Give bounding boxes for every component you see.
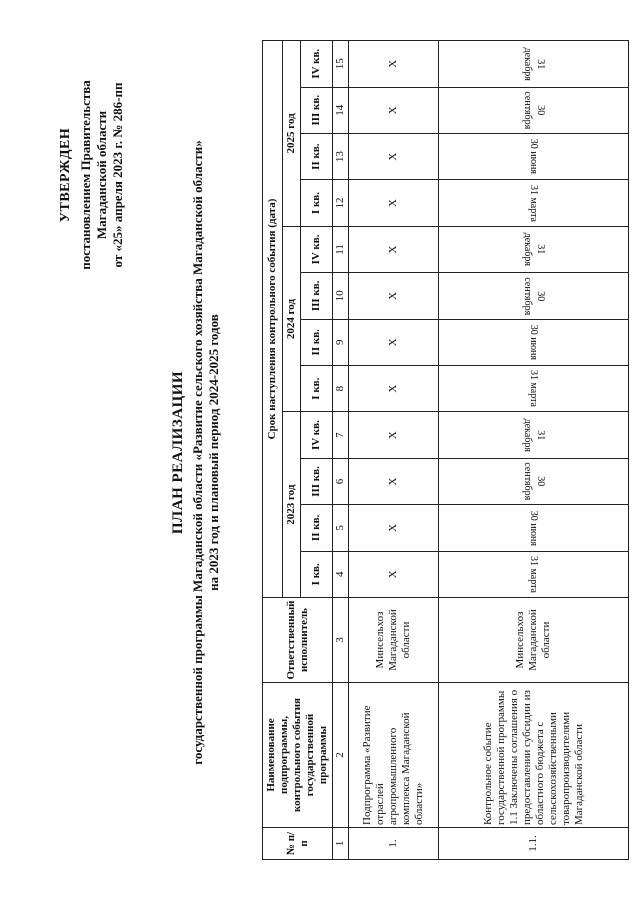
column-number-row bbox=[333, 41, 349, 860]
column-number: 10 bbox=[333, 273, 349, 319]
row-cell: X bbox=[349, 226, 439, 272]
date-label: 30 сентября bbox=[521, 276, 546, 315]
row-cell bbox=[439, 133, 629, 179]
row-executor: Минсельхоз Магаданской области bbox=[439, 598, 629, 683]
header-year-2024: 2024 год bbox=[283, 226, 301, 412]
row-cell bbox=[439, 41, 629, 88]
date-label: 30 июня bbox=[528, 324, 539, 360]
row-cell: X bbox=[349, 133, 439, 179]
header-quarter: III кв. bbox=[301, 87, 333, 133]
column-number: 8 bbox=[333, 365, 349, 411]
row-executor: Минсельхоз Магаданской области bbox=[349, 598, 439, 683]
header-deadline: Срок наступления контрольного события (дата) bbox=[263, 41, 283, 598]
column-number: 2 bbox=[333, 683, 349, 828]
header-quarter: II кв. bbox=[301, 505, 333, 551]
row-cell bbox=[439, 180, 629, 226]
header-quarter: I кв. bbox=[301, 180, 333, 226]
plan-title-block bbox=[170, 0, 222, 905]
column-number: 4 bbox=[333, 551, 349, 597]
header-quarter: IV кв. bbox=[301, 226, 333, 272]
row-cell bbox=[439, 87, 629, 133]
date-label: 31 декабря bbox=[521, 232, 546, 267]
header-name: Наименование подпрограммы, контрольного события государственной программы bbox=[263, 683, 333, 828]
header-quarter: II кв. bbox=[301, 319, 333, 365]
row-cell bbox=[439, 319, 629, 365]
header-quarter: III кв. bbox=[301, 458, 333, 504]
approval-line-1: постановлением Правительства bbox=[78, 80, 93, 270]
plan-title: ПЛАН РЕАЛИЗАЦИИ bbox=[170, 370, 186, 535]
date-label: 31 марта bbox=[528, 555, 539, 593]
table-row bbox=[349, 41, 439, 860]
row-cell: X bbox=[349, 458, 439, 504]
column-number: 1 bbox=[333, 828, 349, 860]
column-number: 7 bbox=[333, 412, 349, 458]
column-number: 5 bbox=[333, 505, 349, 551]
plan-subtitle-2: на 2023 год и плановый период 2024-2025 годов bbox=[206, 314, 221, 591]
table-row bbox=[439, 41, 629, 860]
column-number: 9 bbox=[333, 319, 349, 365]
row-num: 1.1. bbox=[439, 828, 629, 860]
header-quarter: III кв. bbox=[301, 273, 333, 319]
header-executor: Ответственный исполнитель bbox=[263, 598, 333, 683]
header-year-2023: 2023 год bbox=[283, 412, 301, 598]
header-quarter: I кв. bbox=[301, 365, 333, 411]
date-label: 30 сентября bbox=[521, 462, 546, 501]
row-cell bbox=[439, 505, 629, 551]
column-number: 12 bbox=[333, 180, 349, 226]
row-cell bbox=[439, 226, 629, 272]
row-cell bbox=[439, 365, 629, 411]
row-cell: X bbox=[349, 273, 439, 319]
row-cell bbox=[439, 551, 629, 597]
date-label: 31 марта bbox=[528, 370, 539, 408]
row-cell: X bbox=[349, 180, 439, 226]
approval-stamp bbox=[58, 45, 126, 305]
row-cell: X bbox=[349, 365, 439, 411]
date-label: 31 декабря bbox=[521, 47, 546, 81]
header-quarter: IV кв. bbox=[301, 41, 333, 88]
date-label: 30 июня bbox=[528, 510, 539, 546]
header-quarter: II кв. bbox=[301, 133, 333, 179]
approval-heading: УТВЕРЖДЕН bbox=[58, 127, 73, 223]
header-num: № п/п bbox=[263, 828, 333, 860]
date-label: 31 марта bbox=[528, 184, 539, 222]
header-quarter: I кв. bbox=[301, 551, 333, 597]
approval-line-2: Магаданской области bbox=[94, 110, 109, 240]
row-cell bbox=[439, 273, 629, 319]
row-name: Контрольное событие государственной программы 1.1 Заключены соглашения о предоставлении субсидии из областного бюджета с сельскохозяйственными товаропроизводителями Магаданской области bbox=[439, 683, 629, 828]
column-number: 13 bbox=[333, 133, 349, 179]
column-number: 3 bbox=[333, 598, 349, 683]
row-cell: X bbox=[349, 319, 439, 365]
row-num: 1. bbox=[349, 828, 439, 860]
date-label: 30 сентября bbox=[521, 91, 546, 130]
column-number: 14 bbox=[333, 87, 349, 133]
row-cell: X bbox=[349, 551, 439, 597]
row-cell: X bbox=[349, 505, 439, 551]
date-label: 31 декабря bbox=[521, 418, 546, 452]
column-number: 11 bbox=[333, 226, 349, 272]
date-label: 30 июня bbox=[528, 139, 539, 175]
row-cell: X bbox=[349, 41, 439, 88]
row-name: Подпрограмма «Развитие отраслей агропромышленного комплекса Магаданской области» bbox=[349, 683, 439, 828]
row-cell bbox=[439, 412, 629, 458]
column-number: 6 bbox=[333, 458, 349, 504]
column-number: 15 bbox=[333, 41, 349, 88]
header-year-2025: 2025 год bbox=[283, 41, 301, 227]
row-cell: X bbox=[349, 87, 439, 133]
approval-line-3: от «25» апреля 2023 г. № 286-пп bbox=[110, 82, 125, 268]
plan-subtitle-1: государственной программы Магаданской области «Развитие сельского хозяйства Магаданской области» bbox=[190, 140, 205, 765]
header-quarter: IV кв. bbox=[301, 412, 333, 458]
plan-table bbox=[262, 40, 629, 860]
row-cell bbox=[439, 458, 629, 504]
row-cell: X bbox=[349, 412, 439, 458]
